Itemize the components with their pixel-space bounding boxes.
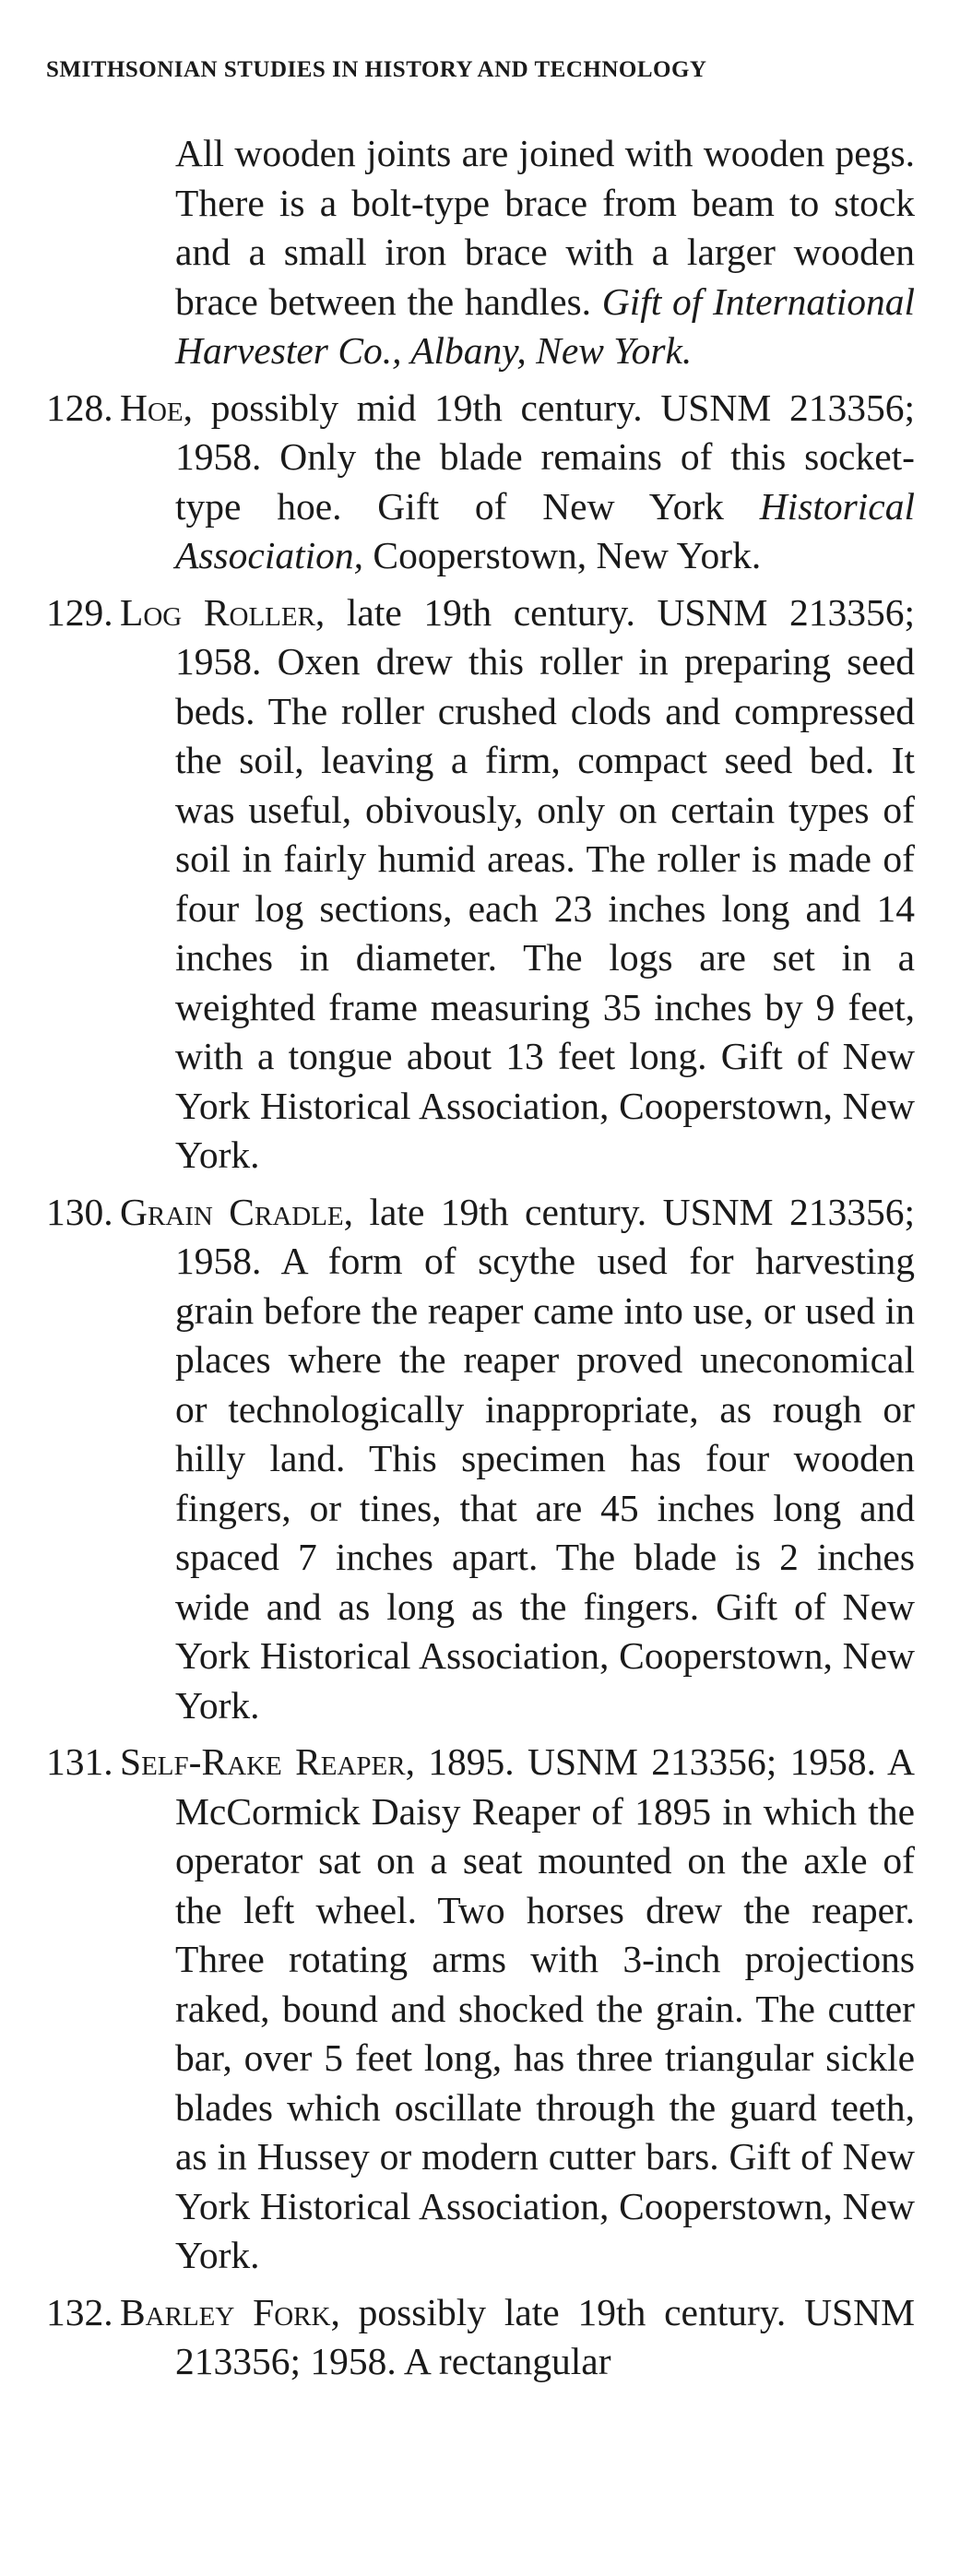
catalog-entry-129 <box>46 588 915 1181</box>
entry-tail: Cooperstown, New York. <box>363 534 762 576</box>
continued-entry-text: All wooden joints are joined with wooden pegs. There is a bolt-type brace from beam to stock and a small iron brace with a larger wooden brace between the handles. <box>175 132 915 323</box>
continued-entry-gift: Gift of International Harvester Co., Albany, New York. <box>175 279 916 372</box>
entry-italic-phrase: Historical Association, <box>175 484 915 576</box>
entry-title: Log Roller, <box>120 590 326 634</box>
entry-title: Barley Fork, <box>120 2290 340 2333</box>
entry-number: 128. <box>46 386 113 429</box>
entry-title: Hoe, <box>120 386 194 429</box>
entry-number: 129. <box>46 590 113 634</box>
entry-title: Self-Rake Reaper, <box>120 1740 415 1783</box>
catalog-entry-131 <box>46 1738 915 2281</box>
entry-body: 1895. USNM 213356; 1958. A McCormick Daisy Reaper of 1895 in which the operator sat on a seat mounted on the axle of the left wheel. Two horses drew the reaper. Three rotating arms with 3-inch projections raked, bound and shocked the grain. The cutter bar, over 5 feet long, has three triangular sickle blades which oscillate through the guard teeth, as in Hussey or modern cutter bars. Gift of New York Historical Association, Cooperstown, New York. <box>175 1740 915 2276</box>
entry-body: late 19th century. USNM 213356; 1958. Oxen drew this roller in preparing seed beds. The roller crushed clods and compressed the soil, leaving a firm, compact seed bed. It was useful, obivously, only on certain types of soil in fairly humid areas. The roller is made of four log sections, each 23 inches long and 14 inches in diameter. The logs are set in a weighted frame measuring 35 inches by 9 feet, with a tongue about 13 feet long. Gift of New York Historical Association, Cooperstown, New York. <box>175 590 915 1176</box>
entry-body: late 19th century. USNM 213356; 1958. A form of scythe used for harvesting grain before the reaper came into use, or used in places where the reaper proved uneconomical or technologically inappropriate, as rough or hilly land. This specimen has four wooden fingers, or tines, that are 45 inches long and spaced 7 inches apart. The blade is 2 inches wide and as long as the fingers. Gift of New York Historical Association, Cooperstown, New York. <box>175 1190 915 1727</box>
continued-entry <box>46 129 915 376</box>
catalog-text-column <box>46 129 915 2394</box>
running-head: SMITHSONIAN STUDIES IN HISTORY AND TECHNOLOGY <box>46 57 707 82</box>
catalog-entry-128 <box>46 384 915 581</box>
catalog-entry-132 <box>46 2288 915 2387</box>
entry-number: 131. <box>46 1740 113 1783</box>
entry-body: possibly mid 19th century. USNM 213356; 1958. Only the blade remains of this socket-type hoe. Gift of New York <box>175 386 915 528</box>
catalog-entry-130 <box>46 1188 915 1731</box>
entry-number: 132. <box>46 2290 113 2333</box>
entry-title: Grain Cradle, <box>120 1190 354 1233</box>
entry-body: possibly late 19th century. USNM 213356; 1958. A rectangular <box>175 2290 915 2382</box>
entry-number: 130. <box>46 1190 113 1233</box>
